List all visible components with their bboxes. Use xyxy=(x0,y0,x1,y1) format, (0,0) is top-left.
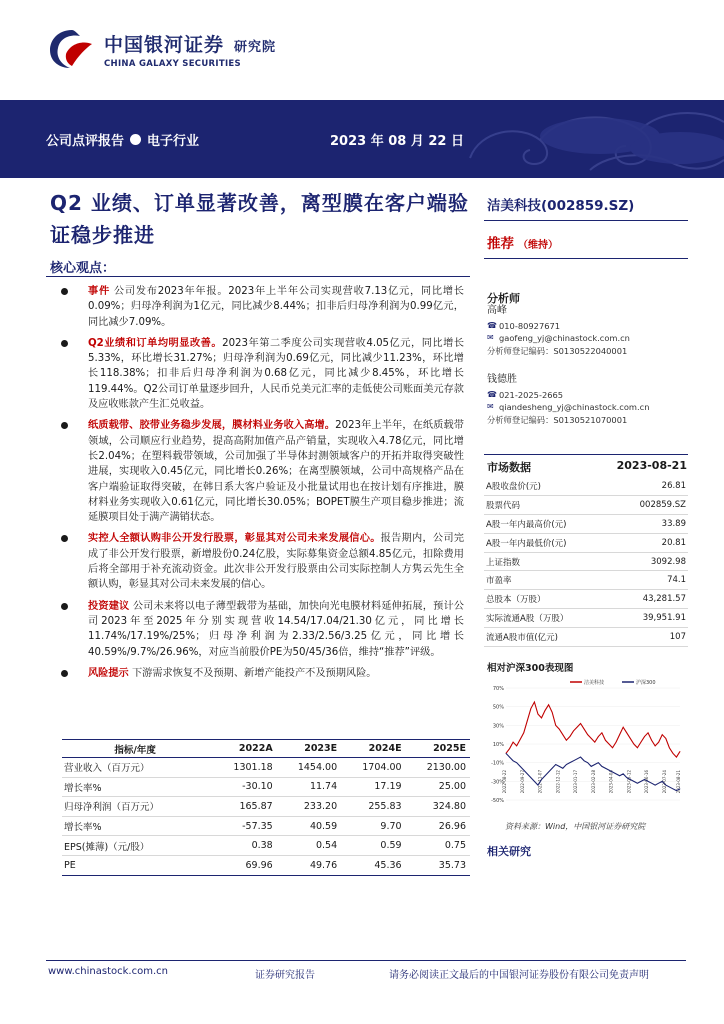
series-point xyxy=(562,768,563,769)
brand-logo xyxy=(46,26,276,72)
series-point xyxy=(545,710,546,711)
market-row xyxy=(484,627,688,646)
market-row xyxy=(484,571,688,590)
series-point xyxy=(516,746,517,747)
table-cell: 11.74 xyxy=(277,777,341,797)
series-line-0 xyxy=(506,702,680,757)
analyst-heading: 分析师 xyxy=(487,292,520,305)
series-point xyxy=(605,768,606,769)
series-point xyxy=(513,760,514,761)
y-tick-label: -50% xyxy=(491,798,504,804)
series-point xyxy=(637,783,638,784)
series-point xyxy=(605,740,606,741)
key-point-item xyxy=(50,418,464,525)
table-row xyxy=(62,836,470,856)
table-cell: 0.59 xyxy=(341,836,405,856)
series-point xyxy=(548,772,549,773)
x-tick-label: 2022-08-22 xyxy=(502,770,507,794)
bullet-icon xyxy=(61,340,68,347)
phone-icon: ☎ xyxy=(487,389,497,399)
table-cell: 69.96 xyxy=(212,855,276,875)
series-point xyxy=(520,766,521,767)
table-cell: 25.00 xyxy=(406,777,470,797)
table-cell: 40.59 xyxy=(277,816,341,836)
key-point-lead: 事件 xyxy=(88,286,110,297)
series-point xyxy=(573,731,574,732)
series-point xyxy=(626,777,627,778)
key-point-text: 2023年第二季度公司实现营收4.05亿元，同比增长5.33%，环比增长31.27%；归母净利润为0.69亿元，同比减少11.23%，环比增长118.38%；扣非后归母净利润为0.68亿元，同比减少8.45%，环比增长119.44%。Q2公司订单量逐步回升，人民币兑美元汇率的走低使公司账面美元存款及应收账款产生汇兑收益。 xyxy=(88,337,465,411)
email-icon: ✉ xyxy=(487,402,494,411)
table-header-cell: 2025E xyxy=(406,740,470,758)
series-point xyxy=(591,766,592,767)
series-point xyxy=(662,781,663,782)
table-cell: 26.96 xyxy=(406,816,470,836)
table-row xyxy=(62,777,470,797)
table-row xyxy=(62,855,470,875)
x-tick-label: 2023-04-04 xyxy=(608,770,614,794)
market-label: 上证指数 xyxy=(484,552,613,571)
analyst-name: 高峰 xyxy=(487,305,507,316)
market-value: 26.81 xyxy=(613,477,688,496)
series-point xyxy=(641,781,642,782)
series-point xyxy=(680,788,681,789)
series-point xyxy=(541,718,542,719)
footer-divider xyxy=(46,960,686,961)
table-cell: 归母净利润（百万元） xyxy=(62,797,212,817)
series-point xyxy=(555,725,556,726)
table-cell: 165.87 xyxy=(212,797,276,817)
series-point xyxy=(531,708,532,709)
series-point xyxy=(665,785,666,786)
series-point xyxy=(538,785,539,786)
series-point xyxy=(633,781,634,782)
analyst-cert: 分析师登记编码：S0130521070001 xyxy=(487,414,628,425)
series-point xyxy=(552,768,553,769)
table-cell: 增长率% xyxy=(62,777,212,797)
x-tick-label: 2023-08-21 xyxy=(676,770,681,794)
analyst-phone: 010-80927671 xyxy=(499,320,561,331)
bullet-icon xyxy=(61,670,68,677)
series-point xyxy=(619,734,620,735)
chart-title: 相对沪深300表现图 xyxy=(487,663,574,674)
series-point xyxy=(648,781,649,782)
market-value: 33.89 xyxy=(613,515,688,534)
footer-disclaimer: 请务必阅读正文最后的中国银河证券股份有限公司免责声明 xyxy=(389,970,649,981)
market-row xyxy=(484,496,688,515)
series-point xyxy=(630,738,631,739)
series-point xyxy=(559,766,560,767)
market-value: 20.81 xyxy=(613,533,688,552)
series-point xyxy=(566,764,567,765)
series-point xyxy=(623,774,624,775)
market-row xyxy=(484,477,688,496)
analyst-name: 钱德胜 xyxy=(487,374,517,385)
series-point xyxy=(509,748,510,749)
table-header-cell: 2023E xyxy=(277,740,341,758)
key-point-item xyxy=(50,599,464,660)
series-point xyxy=(531,777,532,778)
series-point xyxy=(658,783,659,784)
analyst-cert: 分析师登记编码：S0130522040001 xyxy=(487,345,628,356)
series-point xyxy=(598,736,599,737)
market-label: 股票代码 xyxy=(484,496,613,515)
series-point xyxy=(534,781,535,782)
market-value: 39,951.91 xyxy=(613,609,688,628)
table-row xyxy=(62,816,470,836)
series-point xyxy=(523,732,524,733)
rating xyxy=(487,232,558,252)
series-point xyxy=(612,772,613,773)
series-point xyxy=(580,757,581,758)
key-point-item xyxy=(50,531,464,592)
key-point-item xyxy=(50,284,464,330)
report-title: Q2 业绩、订单显著改善，离型膜在客户端验证稳步推进 xyxy=(50,191,469,247)
related-research-heading: 相关研究 xyxy=(487,845,531,858)
phone-icon: ☎ xyxy=(487,320,497,330)
series-point xyxy=(566,740,567,741)
table-header-cell: 2022A xyxy=(212,740,276,758)
market-value: 74.1 xyxy=(613,571,688,590)
table-cell: 1704.00 xyxy=(341,758,405,778)
x-tick-label: 2023-07-24 xyxy=(661,770,667,794)
series-point xyxy=(669,747,670,748)
key-point-lead: 投资建议 xyxy=(88,600,130,612)
footer-site-link[interactable]: www.chinastock.com.cn xyxy=(48,966,168,977)
bullet-icon xyxy=(61,288,68,295)
x-tick-label: 2022-09-27 xyxy=(519,770,525,794)
series-point xyxy=(665,738,666,739)
series-point xyxy=(609,770,610,771)
series-point xyxy=(648,732,649,733)
market-row xyxy=(484,590,688,609)
series-point xyxy=(580,723,581,724)
series-point xyxy=(655,785,656,786)
series-point xyxy=(552,712,553,713)
market-row xyxy=(484,533,688,552)
series-point xyxy=(644,736,645,737)
table-cell: -30.10 xyxy=(212,777,276,797)
x-tick-label: 2023-02-28 xyxy=(590,770,596,794)
table-cell: 1301.18 xyxy=(212,758,276,778)
series-point xyxy=(527,774,528,775)
table-cell: 0.54 xyxy=(277,836,341,856)
series-point xyxy=(616,742,617,743)
key-point-lead: 风险提示 xyxy=(88,667,129,679)
y-tick-label: -30% xyxy=(491,779,504,786)
table-row xyxy=(62,797,470,817)
analyst-phone: 021-2025-2665 xyxy=(499,389,564,400)
series-point xyxy=(658,742,659,743)
market-value: 43,281.57 xyxy=(613,590,688,609)
email-icon: ✉ xyxy=(487,333,494,342)
market-date: 2023-08-21 xyxy=(616,459,687,472)
divider xyxy=(484,258,688,259)
series-point xyxy=(630,779,631,780)
table-cell: 324.80 xyxy=(406,797,470,817)
divider xyxy=(484,220,688,221)
company-name: 洁美科技(002859.SZ) xyxy=(487,198,635,214)
series-point xyxy=(577,727,578,728)
table-row xyxy=(62,758,470,778)
table-cell: PE xyxy=(62,855,212,875)
rating-label: 推荐 xyxy=(487,236,514,252)
series-point xyxy=(612,747,613,748)
key-point-text: 报告期内，公司完成了非公开发行股票，新增股份0.24亿股，实际募集资金总额4.85亿元，扣除费用后将全部用于补充流动资金。此次非公开发行股票由公司实际控制人方隽云先生全额认购，彰显其对公司未来发展的信心。 xyxy=(88,533,465,591)
key-point-item xyxy=(50,336,464,412)
key-point-text: 公司未来将以电子薄型载带为基础，加快向光电膜材料延伸拓展，预计公司2023年至2025年分别实现营收14.54/17.04/21.30亿元，同比增长11.74%/17.19%/25%；归母净利润为2.33/2.56/3.25亿元，同比增长40.59%/9.7%/26.96%，对应当前股价PE为50/45/36倍，维持“推荐”评级。 xyxy=(88,600,464,658)
market-label: A股一年内最高价(元) xyxy=(484,515,613,534)
series-point xyxy=(570,762,571,763)
series-point xyxy=(506,753,507,754)
y-tick-label: 10% xyxy=(492,742,504,748)
series-point xyxy=(651,783,652,784)
bullet-dot-icon xyxy=(130,134,141,145)
table-cell: 233.20 xyxy=(277,797,341,817)
y-tick-label: -10% xyxy=(491,760,504,767)
series-point xyxy=(662,734,663,735)
series-point xyxy=(520,739,521,740)
table-cell: 45.36 xyxy=(341,855,405,875)
footer-center: 证券研究报告 xyxy=(255,970,315,981)
bullet-icon xyxy=(61,603,68,610)
series-point xyxy=(641,742,642,743)
bullet-icon xyxy=(61,422,68,429)
series-point xyxy=(534,702,535,703)
industry: 电子行业 xyxy=(147,134,200,149)
market-row xyxy=(484,515,688,534)
divider xyxy=(484,454,688,455)
table-header-cell: 2024E xyxy=(341,740,405,758)
series-point xyxy=(591,738,592,739)
analyst-email[interactable]: qiandesheng_yj@chinastock.com.cn xyxy=(499,402,650,412)
market-label: A股一年内最低价(元) xyxy=(484,533,613,552)
series-point xyxy=(584,729,585,730)
key-point-lead: 实控人全额认购非公开发行股票，彰显其对公司未来发展信心。 xyxy=(88,533,381,545)
series-point xyxy=(676,790,677,791)
key-point-lead: Q2业绩和订单均明显改善。 xyxy=(88,337,223,349)
report-type: 公司点评报告 xyxy=(46,134,125,149)
series-point xyxy=(655,746,656,747)
series-point xyxy=(680,751,681,752)
market-label: 市盈率 xyxy=(484,571,613,590)
table-cell: 9.70 xyxy=(341,816,405,836)
market-value: 107 xyxy=(613,627,688,646)
series-point xyxy=(545,775,546,776)
market-label: 流通A股市值(亿元) xyxy=(484,627,613,646)
series-point xyxy=(602,766,603,767)
series-point xyxy=(669,787,670,788)
x-tick-label: 2023-01-17 xyxy=(573,770,579,794)
market-label: 实际流通A股（万股） xyxy=(484,609,613,628)
header-banner xyxy=(0,100,724,178)
x-tick-label: 2022-11-07 xyxy=(537,770,543,794)
series-point xyxy=(516,762,517,763)
series-point xyxy=(623,727,624,728)
y-tick-label: 50% xyxy=(492,704,504,711)
financial-table xyxy=(62,739,470,876)
series-point xyxy=(594,764,595,765)
series-point xyxy=(644,779,645,780)
series-point xyxy=(584,760,585,761)
series-point xyxy=(523,770,524,771)
analyst-block xyxy=(487,374,649,426)
series-point xyxy=(637,747,638,748)
series-point xyxy=(527,720,528,721)
series-point xyxy=(587,734,588,735)
series-point xyxy=(587,762,588,763)
series-point xyxy=(559,729,560,730)
x-tick-label: 2023-05-12 xyxy=(626,770,632,794)
market-data-heading xyxy=(487,459,687,475)
table-cell: 35.73 xyxy=(406,855,470,875)
table-cell: 增长率% xyxy=(62,816,212,836)
core-heading: 核心观点： xyxy=(50,261,116,276)
brand-name-en: CHINA GALAXY SECURITIES xyxy=(104,58,241,69)
table-cell: 0.38 xyxy=(212,836,276,856)
table-cell: -57.35 xyxy=(212,816,276,836)
series-point xyxy=(676,757,677,758)
table-header-cell: 指标/年度 xyxy=(62,740,212,758)
series-point xyxy=(570,736,571,737)
series-point xyxy=(541,779,542,780)
series-point xyxy=(598,762,599,763)
market-value: 002859.SZ xyxy=(613,496,688,515)
key-points-list xyxy=(50,284,464,687)
galaxy-logo-icon xyxy=(46,26,98,72)
brand-institute: 研究院 xyxy=(234,39,277,55)
table-cell: 0.75 xyxy=(406,836,470,856)
market-value: 3092.98 xyxy=(613,552,688,571)
series-point xyxy=(616,774,617,775)
series-point xyxy=(673,753,674,754)
series-point xyxy=(619,775,620,776)
table-cell: 49.76 xyxy=(277,855,341,875)
key-point-text: 下游需求恢复不及预期、新增产能投产不及预期风险。 xyxy=(128,667,377,679)
table-cell: 2130.00 xyxy=(406,758,470,778)
series-point xyxy=(538,714,539,715)
series-point xyxy=(602,732,603,733)
divider xyxy=(46,276,470,277)
series-point xyxy=(651,740,652,741)
x-tick-label: 2022-12-12 xyxy=(555,770,561,794)
table-cell: 255.83 xyxy=(341,797,405,817)
key-point-text: 2023年上半年，在纸质载带领域，公司顺应行业趋势，提高高附加值产品产销量，实现收入4.78亿元，同比增长2.04%；在塑料载带领域，公司加强了半导体封测领域客户的开拓并取得突破性进展，实现收入0.45亿元，同比增长0.26%；在离型膜领域，公司中高规格产品在客户端验证取得突破，在韩日系大客户验证及小批量试用也在按计划有序推进，膜材料业务实现收入0.61亿元，同比增长30.05%；BOPET膜生产项目稳步推进；流延膜项目处于满产满销状态。 xyxy=(88,420,464,524)
y-tick-label: 30% xyxy=(492,723,504,730)
bullet-icon xyxy=(61,535,68,542)
legend-label: 沪深300 xyxy=(636,680,656,686)
series-point xyxy=(562,734,563,735)
series-point xyxy=(577,759,578,760)
brand-name-cn: 中国银河证券 xyxy=(104,33,225,56)
table-cell: 营业收入（百万元） xyxy=(62,758,212,778)
x-tick-label: 2023-06-16 xyxy=(644,770,650,794)
chart-source: 资料来源：Wind，中国银河证券研究院 xyxy=(505,822,646,831)
legend-label: 洁美科技 xyxy=(584,680,605,686)
market-row xyxy=(484,552,688,571)
series-point xyxy=(509,757,510,758)
market-label: A股收盘价(元) xyxy=(484,477,613,496)
relative-performance-chart xyxy=(484,674,688,814)
series-point xyxy=(594,742,595,743)
series-point xyxy=(673,788,674,789)
y-tick-label: 70% xyxy=(492,686,504,692)
report-date: 2023 年 08 月 22 日 xyxy=(330,134,464,149)
key-point-item xyxy=(50,666,464,681)
key-point-lead: 纸质载带、胶带业务稳步发展，膜材料业务收入高增。 xyxy=(88,420,336,432)
series-point xyxy=(609,744,610,745)
series-point xyxy=(513,742,514,743)
table-cell: 17.19 xyxy=(341,777,405,797)
market-row xyxy=(484,609,688,628)
market-label: 总股本（万股） xyxy=(484,590,613,609)
table-cell: EPS(摊薄)（元/股） xyxy=(62,836,212,856)
series-point xyxy=(633,744,634,745)
series-point xyxy=(626,732,627,733)
analyst-block xyxy=(487,305,630,357)
rating-note: （维持） xyxy=(518,240,558,251)
series-point xyxy=(573,760,574,761)
key-point-text: 公司发布2023年年报。2023年上半年公司实现营收7.13亿元，同比增长0.09%；归母净利润为1亿元，同比减少8.44%；扣非后归母净利润为0.99亿元，同比减少7.09%。 xyxy=(88,286,464,328)
series-point xyxy=(548,704,549,705)
market-heading: 市场数据 xyxy=(487,461,531,474)
series-point xyxy=(555,764,556,765)
table-cell: 1454.00 xyxy=(277,758,341,778)
market-data-table xyxy=(484,477,688,647)
analyst-email[interactable]: gaofeng_yj@chinastock.com.cn xyxy=(499,333,630,343)
